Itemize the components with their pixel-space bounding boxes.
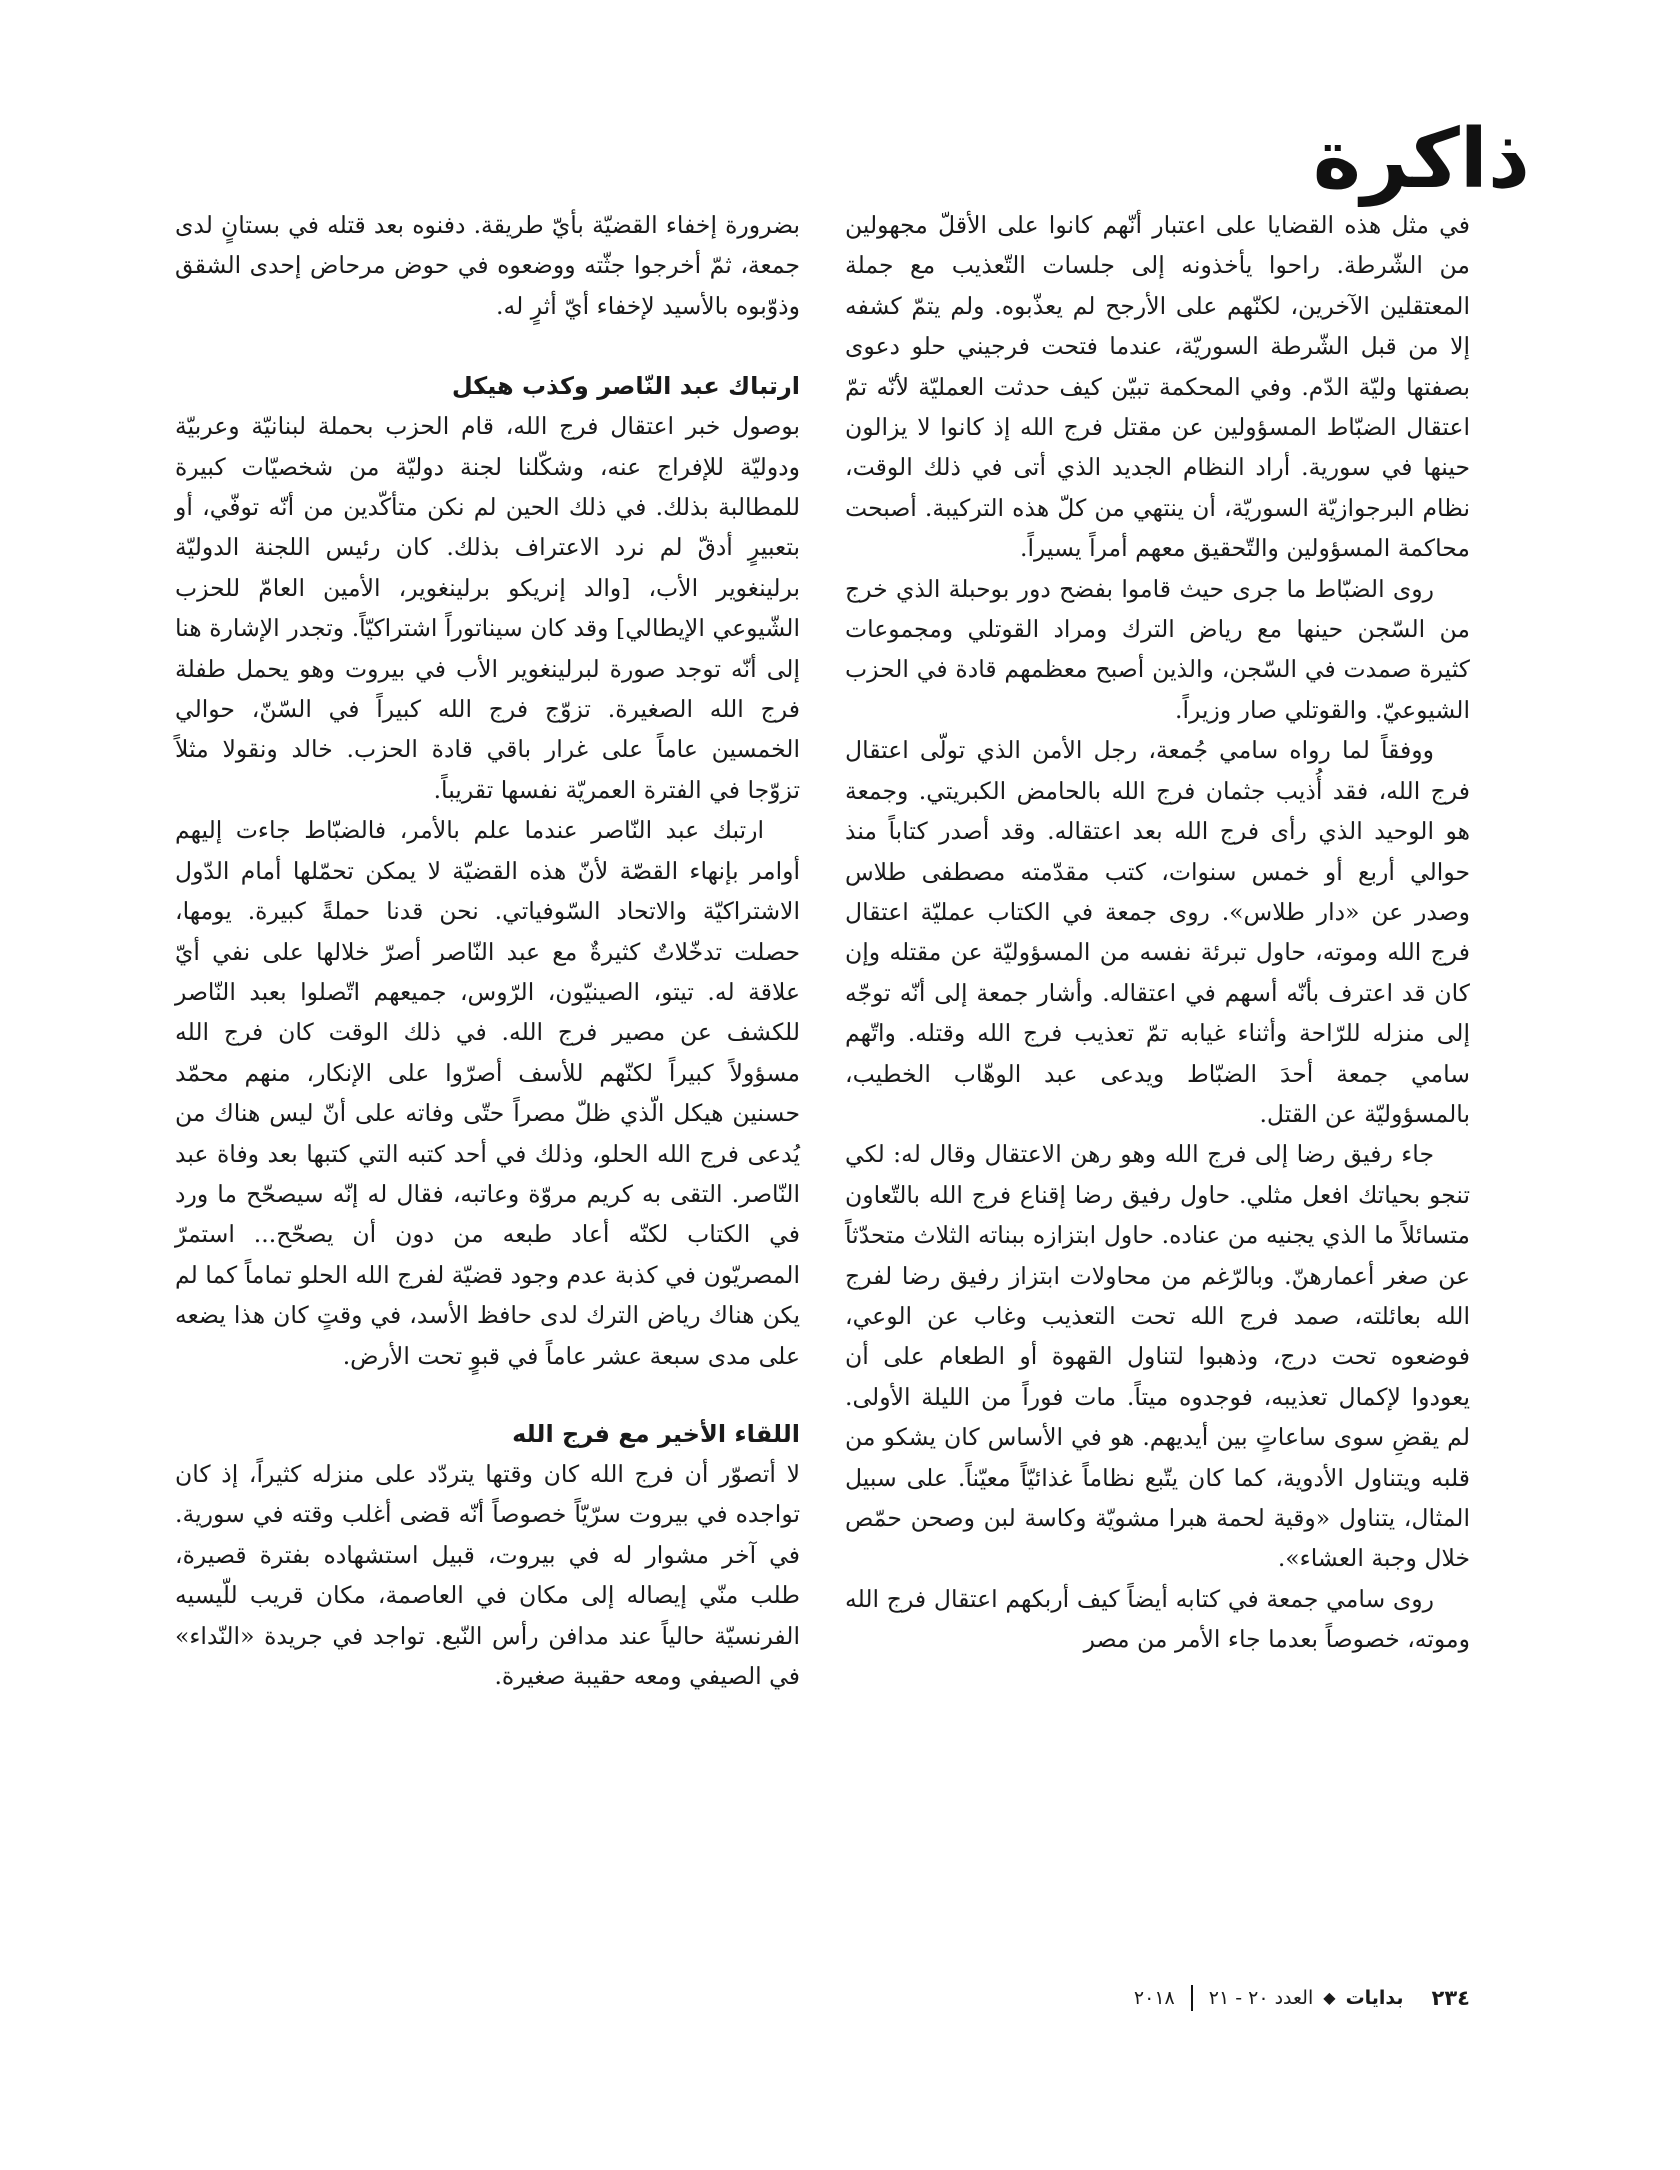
right-column [845,205,1470,1660]
paragraph: ووفقاً لما رواه سامي جُمعة، رجل الأمن الذي تولّى اعتقال فرج الله، فقد أُذيب جثمان فرج الله بالحامض الكبريتي. وجمعة هو الوحيد الذي رأى فرج الله بعد اعتقاله. وقد أصدر كتاباً منذ حوالي أربع أو خمس سنوات، كتب مقدّمته مصطفى طلاس وصدر عن «دار طلاس». روى جمعة في الكتاب عمليّة اعتقال فرج الله وموته، حاول تبرئة نفسه من المسؤوليّة عن مقتله وإن كان قد اعترف بأنّه أسهم في اعتقاله. وأشار جمعة إلى أنّه توجّه إلى منزله للرّاحة وأثناء غيابه تمّ تعذيب فرج الله وقتله. واتّهم سامي جمعة أحدَ الضبّاط ويدعى عبد الوهّاب الخطيب، بالمسؤوليّة عن القتل. [845,736,1470,1128]
magazine-name: بدايات [1345,1987,1404,2009]
paragraph: ارتبك عبد النّاصر عندما علم بالأمر، فالضبّاط جاءت إليهم أوامر بإنهاء القصّة لأنّ هذه القضيّة لا يمكن تحمّلها أمام الدّول الاشتراكيّة والاتحاد السّوفياتي. نحن قدنا حملةً كبيرة. يومها، حصلت تدخّلاتٌ كثيرةٌ مع عبد النّاصر أصرّ خلالها على نفي أيّ علاقة له. تيتو، الصينيّون، الرّوس، جميعهم اتّصلوا بعبد النّاصر للكشف عن مصير فرج الله. في ذلك الوقت كان فرج الله مسؤولاً كبيراً لكنّهم للأسف أصرّوا على الإنكار، منهم محمّد حسنين هيكل الّذي ظلّ مصراً حتّى وفاته على أنّ ليس هناك من يُدعى فرج الله الحلو، وذلك في أحد كتبه التي كتبها بعد وفاة عبد النّاصر. التقى به كريم مروّة وعاتبه، فقال له إنّه سيصحّح ما ورد في الكتاب لكنّه أعاد طبعه من دون أن يصحّح... استمرّ المصريّون في كذبة عدم وجود قضيّة لفرج الله الحلو تماماً كما لم يكن هناك رياض الترك لدى حافظ الأسد، في وقتٍ كان هذا يضعه على مدى سبعة عشر عاماً في قبوٍ تحت الأرض. [175,816,800,1370]
paragraph: بضرورة إخفاء القضيّة بأيّ طريقة. دفنوه بعد قتله في بستانٍ لدى جمعة، ثمّ أخرجوا جثّته ووضعوه في حوض مرحاض إحدى الشقق وذوّبوه بالأسيد لإخفاء أيّ أثرٍ له. [175,211,800,320]
left-column [175,205,800,1696]
issue-year: ٢٠١٨ [1133,1987,1175,2009]
section-heading: ارتباك عبد النّاصر وكذب هيكل [451,372,800,401]
section-title: ذاكرة [1312,112,1530,207]
paragraph: جاء رفيق رضا إلى فرج الله وهو رهن الاعتقال وقال له: لكي تنجو بحياتك افعل مثلي. حاول رفيق رضا إقناع فرج الله بالتّعاون متسائلاً ما الذي يجنيه من عناده. حاول ابتزازه ببناته الثلاث متحدّثاً عن صغر أعمارهنّ. وبالرّغم من محاولات ابتزاز رفيق رضا لفرج الله بعائلته، صمد فرج الله تحت التعذيب وغاب عن الوعي، فوضعوه تحت درج، وذهبوا لتناول القهوة أو الطعام على أن يعودوا لإكمال تعذيبه، فوجدوه ميتاً. مات فوراً من الليلة الأولى. لم يقضِ سوى ساعاتٍ بين أيديهم. هو في الأساس كان يشكو من قلبه ويتناول الأدوية، كما كان يتّبع نظاماً غذائيّاً معيّناً. على سبيل المثال، يتناول «وقية لحمة هبرا مشويّة وكاسة لبن وصحن حمّص خلال وجبة العشاء». [845,1140,1470,1573]
page-footer [1134,1985,1470,2011]
section-heading: اللقاء الأخير مع فرج الله [512,1419,800,1448]
paragraph: بوصول خبر اعتقال فرج الله، قام الحزب بحملة لبنانيّة وعربيّة ودوليّة للإفراج عنه، وشكّلنا لجنة دوليّة من شخصيّات كبيرة للمطالبة بذلك. في ذلك الحين لم نكن متأكّدين من أنّه توفّي، أو بتعبيرٍ أدقّ لم نرد الاعتراف بذلك. كان رئيس اللجنة الدوليّة برلينغوير الأب، [والد إنريكو برلينغوير، الأمين العامّ للحزب الشّيوعي الإيطالي] وقد كان سيناتوراً اشتراكيّاً. وتجدر الإشارة هنا إلى أنّه توجد صورة لبرلينغوير الأب في بيروت وهو يحمل طفلة فرج الله الصغيرة. تزوّج فرج الله كبيراً في السّنّ، حوالي الخمسين عاماً على غرار باقي قادة الحزب. خالد ونقولا مثلاً تزوّجا في الفترة العمريّة نفسها تقريباً. [175,412,800,804]
issue-number: العدد ٢٠ - ٢١ [1208,1987,1314,2009]
paragraph: في مثل هذه القضايا على اعتبار أنّهم كانوا على الأقلّ مجهولين من الشّرطة. راحوا يأخذونه إلى جلسات التّعذيب مع جملة المعتقلين الآخرين، لكنّهم على الأرجح لم يعذّبوه. ولم يتمّ كشفه إلا من قبل الشّرطة السوريّة، عندما فتحت فرجيني حلو دعوى بصفتها وليّة الدّم. وفي المحكمة تبيّن كيف حدثت العمليّة لأنّه تمّ اعتقال الضبّاط المسؤولين عن مقتل فرج الله إذ كانوا لا يزالون حينها في سورية. أراد النظام الجديد الذي أتى في ذلك الوقت، نظام البرجوازيّة السوريّة، أن ينتهي من كلّ هذه التركيبة. أصبحت محاكمة المسؤولين والتّحقيق معهم أمراً يسيراً. [845,211,1470,563]
paragraph: روى الضبّاط ما جرى حيث قاموا بفضح دور بوحبلة الذي خرج من السّجن حينها مع رياض الترك ومراد القوتلي ومجموعات كثيرة صمدت في السّجن، والذين أصبح معظمهم قادة في الحزب الشيوعيّ. والقوتلي صار وزيراً. [845,574,1470,724]
page-number: ٢٣٤ [1431,1986,1470,2010]
paragraph: روى سامي جمعة في كتابه أيضاً كيف أربكهم اعتقال فرج الله وموته، خصوصاً بعدما جاء الأمر من مصر [845,1584,1470,1654]
diamond-icon: ◆ [1323,1988,1336,2007]
divider [1191,1985,1193,2011]
paragraph: لا أتصوّر أن فرج الله كان وقتها يتردّد على منزله كثيراً، إذ كان تواجده في بيروت سرّيّاً خصوصاً أنّه قضى أغلب وقته في سورية. في آخر مشوار له في بيروت، قبيل استشهاده بفترة قصيرة، طلب منّي إيصاله إلى مكان في العاصمة، مكان قريب للّيسيه الفرنسيّة حالياً عند مدافن رأس النّبع. تواجد في جريدة «النّداء» في الصيفي ومعه حقيبة صغيرة. [175,1459,800,1690]
